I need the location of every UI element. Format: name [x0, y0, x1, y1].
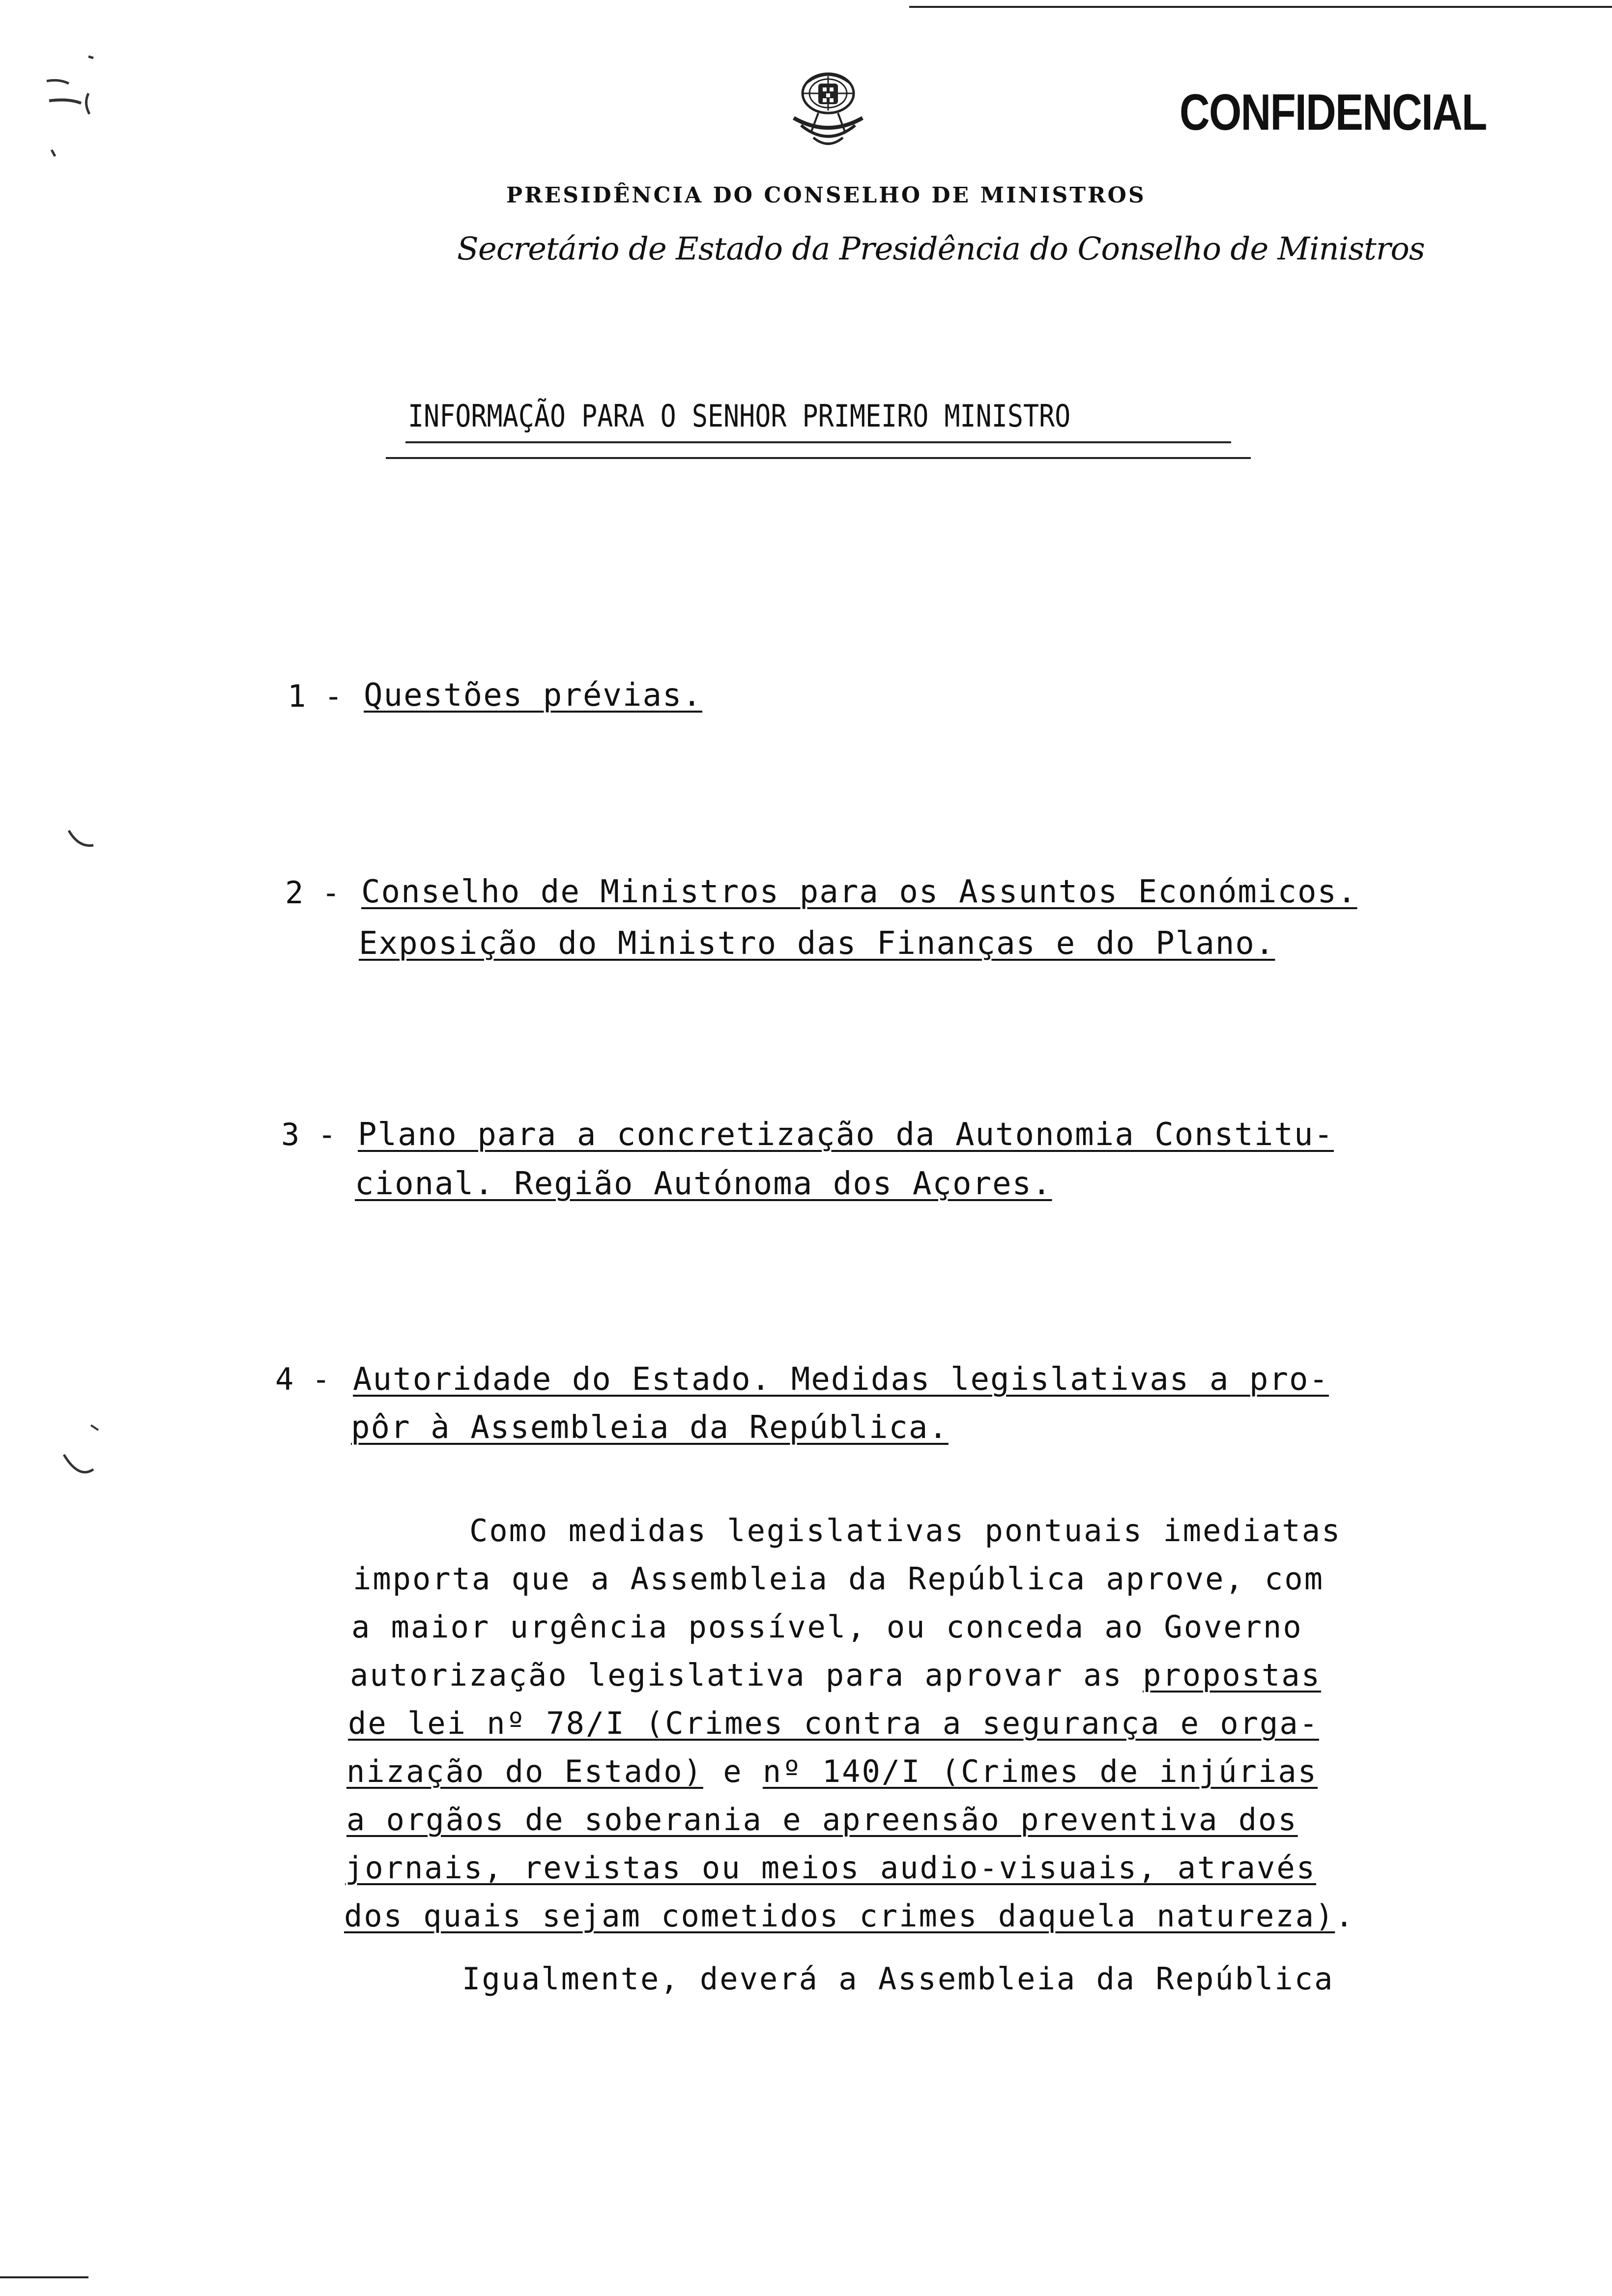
item-number: 2 - — [285, 875, 340, 911]
paragraph-line — [346, 1802, 1298, 1837]
coat-of-arms-emblem — [772, 64, 885, 162]
paragraph-text: e — [703, 1753, 763, 1789]
item-heading: Questões prévias. — [364, 677, 703, 714]
item-heading: Autoridade do Estado. Medidas legislativas a pro- — [353, 1361, 1329, 1398]
item-heading: cional. Região Autónoma dos Açores. — [355, 1166, 1052, 1202]
paragraph-text: . — [1335, 1898, 1355, 1934]
item-number: 3 - — [281, 1117, 336, 1152]
bottom-edge-rule — [0, 2276, 88, 2278]
secretary-subheader: Secretário de Estado da Presidência do Conselho de Ministros — [457, 231, 1425, 267]
paragraph-line — [348, 1705, 1319, 1741]
margin-marks — [0, 0, 147, 2296]
item-heading: Plano para a concretização da Autonomia Constitu- — [358, 1117, 1334, 1153]
item-line — [359, 925, 1275, 962]
top-edge-rule — [909, 6, 1612, 8]
document-title: INFORMAÇÃO PARA O SENHOR PRIMEIRO MINISTRO — [408, 398, 1071, 434]
underlined-text: propostas — [1143, 1657, 1322, 1693]
item-heading: Exposição do Ministro das Finanças e do Plano. — [359, 925, 1275, 962]
item-line — [361, 874, 1357, 910]
underlined-text: nização do Estado) — [346, 1753, 703, 1789]
paragraph-line: a maior urgência possível, ou conceda ao Governo — [351, 1609, 1303, 1645]
ministry-header: PRESIDÊNCIA DO CONSELHO DE MINISTROS — [506, 183, 1146, 208]
item-heading: Conselho de Ministros para os Assuntos Económicos. — [361, 874, 1357, 910]
item-line — [351, 1409, 949, 1446]
title-double-underline — [386, 457, 1251, 459]
paragraph-line — [344, 1898, 1355, 1934]
paragraph-line: importa que a Assembleia da República aprove, com — [353, 1561, 1324, 1597]
item-number: 1 - — [288, 678, 343, 714]
paragraph-line: Igualmente, deverá a Assembleia da República — [462, 1961, 1334, 1997]
item-line — [355, 1166, 1052, 1202]
item-line — [358, 1117, 1334, 1153]
underlined-text: nº 140/I (Crimes de injúrias — [762, 1753, 1318, 1789]
paragraph-line — [346, 1753, 1318, 1789]
underlined-text: jornais, revistas ou meios audio-visuais, através — [345, 1850, 1317, 1886]
paragraph-text: autorização legislativa para aprovar as — [350, 1657, 1143, 1693]
paragraph-line — [345, 1850, 1316, 1886]
item-line — [364, 677, 702, 714]
underlined-text: dos quais sejam cometidos crimes daquela natureza) — [344, 1898, 1335, 1934]
item-number: 4 - — [275, 1361, 330, 1397]
item-line — [353, 1361, 1329, 1398]
confidential-stamp: CONFIDENCIAL — [1180, 84, 1487, 141]
underlined-text: a orgãos de soberania e apreensão preventiva dos — [346, 1802, 1298, 1837]
title-underline — [405, 441, 1231, 443]
paragraph-line: Como medidas legislativas pontuais imediatas — [469, 1513, 1342, 1549]
underlined-text: de lei nº 78/I (Crimes contra a segurança e orga- — [348, 1705, 1320, 1741]
paragraph-line — [350, 1657, 1321, 1693]
item-heading: pôr à Assembleia da República. — [351, 1409, 949, 1446]
